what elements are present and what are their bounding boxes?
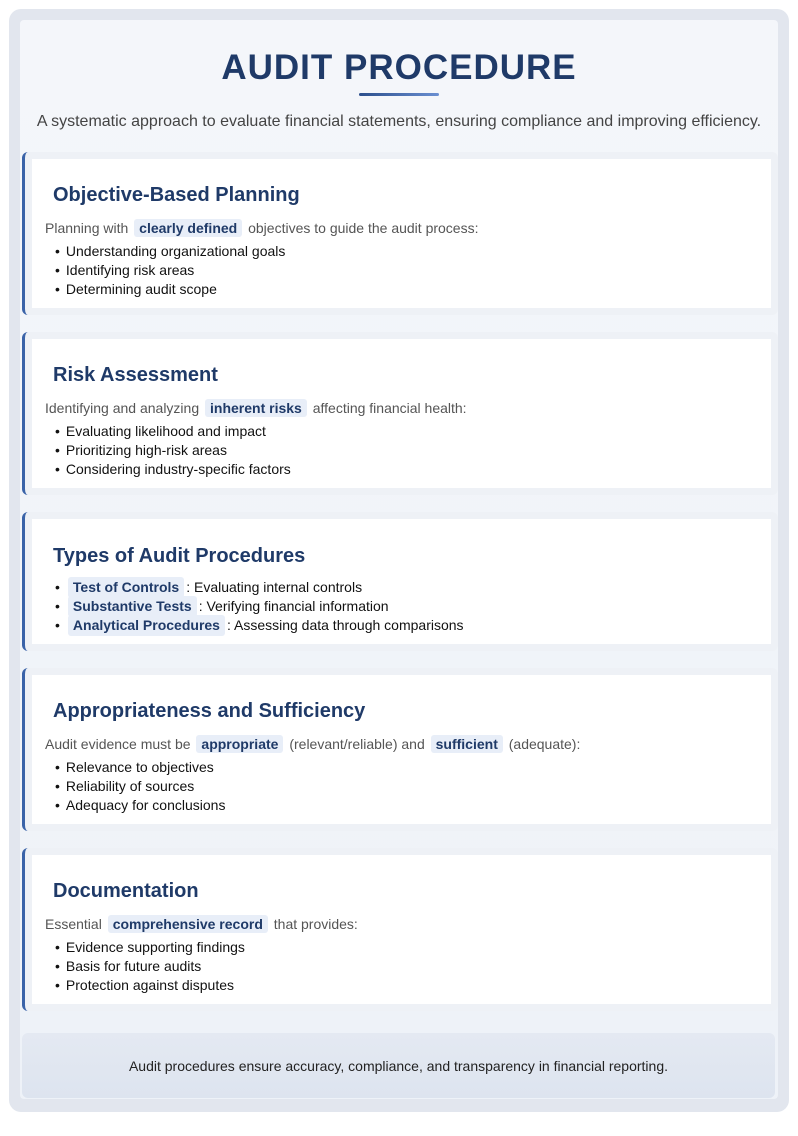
bullet-list — [55, 422, 291, 479]
section-title: Appropriateness and Sufficiency — [53, 700, 366, 722]
bullet-list — [55, 577, 464, 634]
page-title: AUDIT PROCEDURE — [221, 48, 577, 87]
highlight-term: sufficient — [431, 735, 503, 753]
page-subtitle: A systematic approach to evaluate financial statements, ensuring compliance and improving efficiency. — [36, 113, 762, 130]
bullet-icon: • — [55, 958, 60, 974]
section-card — [32, 339, 771, 488]
list-item — [55, 796, 225, 815]
section-intro — [45, 735, 580, 753]
list-item — [55, 758, 225, 777]
bullet-icon: • — [55, 759, 60, 775]
bullet-icon: • — [55, 423, 60, 439]
list-item-text: Basis for future audits — [65, 958, 202, 974]
highlight-term: comprehensive record — [108, 915, 268, 933]
intro-text: objectives to guide the audit process: — [248, 220, 479, 236]
list-item — [55, 957, 245, 976]
list-item — [55, 261, 285, 280]
intro-text: that provides: — [273, 916, 358, 932]
section-card — [32, 159, 771, 308]
section-appropriateness-and-sufficiency — [22, 668, 778, 831]
list-item — [55, 577, 464, 596]
section-risk-assessment — [22, 332, 778, 495]
bullet-list — [55, 758, 225, 815]
list-item — [55, 280, 285, 299]
list-item-text: : Evaluating internal controls — [186, 579, 363, 595]
section-intro — [45, 915, 358, 933]
section-intro — [45, 399, 467, 417]
intro-text: (relevant/reliable) and — [289, 736, 425, 752]
list-item-text: Reliability of sources — [65, 778, 195, 794]
section-title: Objective-Based Planning — [53, 184, 300, 206]
bullet-icon: • — [55, 939, 60, 955]
footer-text: Audit procedures ensure accuracy, compliance, and transparency in financial reporting. — [128, 1058, 669, 1074]
title-underline — [359, 93, 439, 96]
highlight-term: clearly defined — [134, 219, 242, 237]
section-objective-based-planning — [22, 152, 778, 315]
intro-text: Identifying and analyzing — [45, 400, 200, 416]
section-intro — [45, 219, 478, 237]
list-item — [55, 615, 464, 634]
list-item — [55, 777, 225, 796]
list-item-text: Protection against disputes — [65, 977, 235, 993]
list-item — [55, 938, 245, 957]
list-item-text: : Assessing data through comparisons — [226, 617, 464, 633]
bullet-list — [55, 242, 285, 299]
bullet-list — [55, 938, 245, 995]
list-item-text: Considering industry-specific factors — [65, 461, 291, 477]
section-title: Risk Assessment — [53, 364, 218, 386]
bullet-icon: • — [55, 617, 60, 633]
highlight-term: Test of Controls — [68, 577, 184, 598]
highlight-term: inherent risks — [205, 399, 307, 417]
intro-text: (adequate): — [508, 736, 581, 752]
list-item — [55, 441, 291, 460]
list-item-text: : Verifying financial information — [198, 598, 389, 614]
bullet-icon: • — [55, 461, 60, 477]
intro-text: affecting financial health: — [312, 400, 467, 416]
highlight-term: appropriate — [196, 735, 283, 753]
section-types-of-audit-procedures — [22, 512, 778, 651]
bullet-icon: • — [55, 243, 60, 259]
bullet-icon: • — [55, 281, 60, 297]
bullet-icon: • — [55, 977, 60, 993]
list-item-text: Relevance to objectives — [65, 759, 214, 775]
highlight-term: Substantive Tests — [68, 596, 197, 617]
highlight-term: Analytical Procedures — [68, 615, 225, 636]
section-title: Documentation — [53, 880, 199, 902]
list-item — [55, 422, 291, 441]
bullet-icon: • — [55, 579, 60, 595]
section-documentation — [22, 848, 778, 1011]
intro-text: Planning with — [45, 220, 129, 236]
section-title: Types of Audit Procedures — [53, 545, 306, 567]
bullet-icon: • — [55, 797, 60, 813]
list-item — [55, 976, 245, 995]
list-item-text: Prioritizing high-risk areas — [65, 442, 227, 458]
list-item-text: Identifying risk areas — [65, 262, 195, 278]
bullet-icon: • — [55, 778, 60, 794]
bullet-icon: • — [55, 442, 60, 458]
list-item-text: Evaluating likelihood and impact — [65, 423, 266, 439]
section-card — [32, 675, 771, 824]
bullet-icon: • — [55, 262, 60, 278]
list-item-text: Understanding organizational goals — [65, 243, 286, 259]
list-item-text: Determining audit scope — [65, 281, 217, 297]
section-card — [32, 855, 771, 1004]
list-item — [55, 596, 464, 615]
section-card — [32, 519, 771, 644]
intro-text: Essential — [45, 916, 102, 932]
list-item — [55, 242, 285, 261]
list-item — [55, 460, 291, 479]
footer-summary — [22, 1033, 775, 1098]
bullet-icon: • — [55, 598, 60, 614]
intro-text: Audit evidence must be — [45, 736, 191, 752]
list-item-text: Evidence supporting findings — [65, 939, 245, 955]
list-item-text: Adequacy for conclusions — [65, 797, 226, 813]
